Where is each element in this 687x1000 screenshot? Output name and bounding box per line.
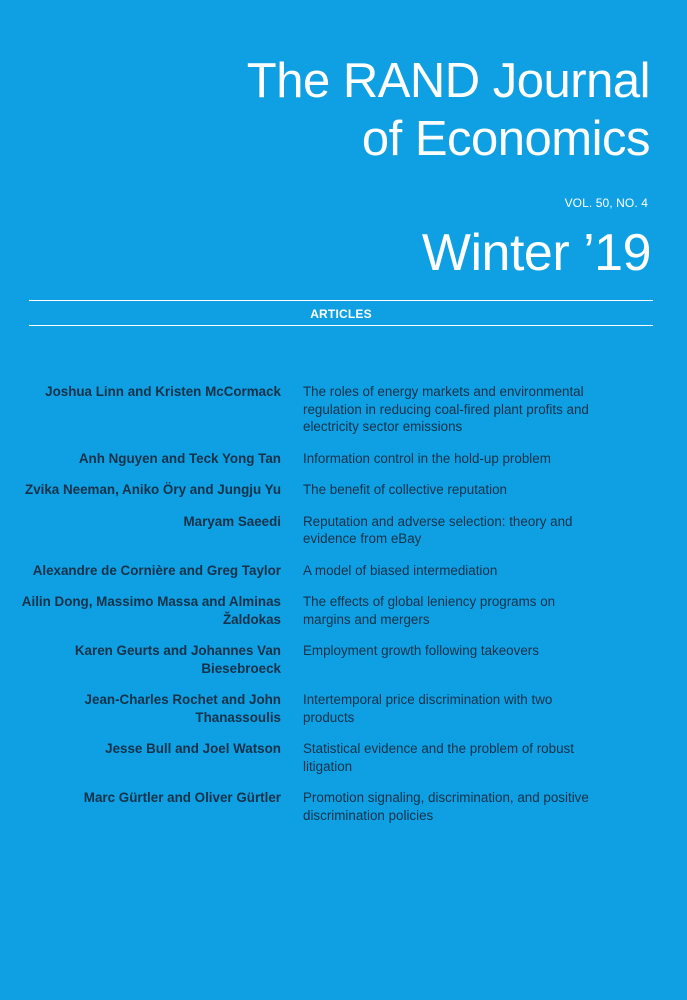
article-entry: [0, 789, 687, 824]
article-entry: [0, 740, 687, 775]
article-title: The benefit of collective reputation: [303, 482, 507, 497]
article-list: [0, 383, 687, 838]
article-authors: Karen Geurts and Johannes Van Biesebroeck: [74, 643, 281, 676]
article-entry: [0, 691, 687, 726]
article-title: Intertemporal price discrimination with two products: [303, 692, 553, 725]
article-title: Employment growth following takeovers: [303, 643, 539, 658]
article-entry: [0, 562, 687, 580]
article-title: The effects of global leniency programs on margins and mergers: [303, 594, 556, 627]
article-title: Statistical evidence and the problem of robust litigation: [303, 741, 574, 774]
volume-number: VOL. 50, NO. 4: [564, 196, 648, 210]
section-heading: ARTICLES: [310, 307, 372, 321]
article-entry: [0, 642, 687, 677]
article-authors: Maryam Saeedi: [183, 513, 281, 529]
article-entry: [0, 481, 687, 499]
article-authors: Zvika Neeman, Aniko Öry and Jungju Yu: [25, 482, 281, 497]
article-entry: [0, 450, 687, 468]
article-title: Promotion signaling, discrimination, and positive discrimination policies: [303, 790, 589, 823]
article-authors: Joshua Linn and Kristen McCormack: [45, 384, 281, 399]
article-title: Reputation and adverse selection: theory and evidence from eBay: [303, 513, 573, 546]
article-authors: Jesse Bull and Joel Watson: [105, 741, 281, 756]
article-authors: Anh Nguyen and Teck Yong Tan: [78, 450, 281, 466]
journal-title-line-1: The RAND Journal: [246, 54, 650, 108]
article-entry: [0, 593, 687, 628]
section-divider-bottom: [29, 325, 653, 326]
article-authors: Marc Gürtler and Oliver Gürtler: [83, 790, 281, 805]
section-divider-top: [29, 300, 653, 301]
article-title: Information control in the hold-up problem: [303, 450, 551, 466]
article-title: A model of biased intermediation: [303, 562, 498, 578]
journal-title-line-2: of Economics: [361, 112, 650, 166]
issue-season: Winter ’19: [421, 224, 651, 282]
article-authors: Jean-Charles Rochet and John Thanassoulis: [84, 692, 281, 725]
article-entry: [0, 513, 687, 548]
journal-title: [90, 52, 650, 168]
article-authors: Alexandre de Cornière and Greg Taylor: [32, 562, 281, 578]
article-title: The roles of energy markets and environmental regulation in reducing coal-fired plant profits and electricity sector emissions: [303, 384, 589, 434]
article-entry: [0, 383, 687, 436]
article-authors: Ailin Dong, Massimo Massa and Alminas Žaldokas: [21, 594, 281, 627]
